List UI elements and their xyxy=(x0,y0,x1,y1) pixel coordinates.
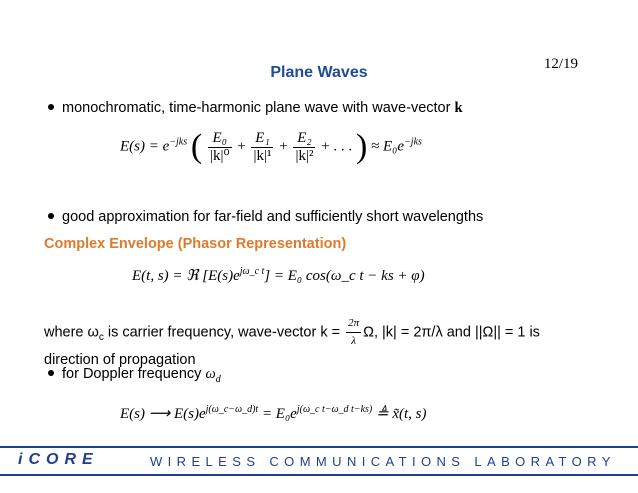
section-heading: Complex Envelope (Phasor Representation) xyxy=(44,236,347,252)
icore-logo: iCORE xyxy=(18,451,99,468)
equation-doppler: E(s) ⟶ $E(s)e^{j(\omega\_c-\omega\_d)t} = E_0e^{j(\omega\_c t-\omega\_d t-ks)}$ ≜ x̃(t, s) xyxy=(120,404,427,422)
bullet-far-field: good approximation for far-field and sufficiently short wavelengths xyxy=(48,209,483,225)
bullet-dot-icon xyxy=(48,104,54,110)
bullet-doppler: for Doppler frequency $\omega_d$ xyxy=(48,366,221,385)
equation-complex-envelope: E(t, s) = ℜ $[E(s)e^{j\omega\_c t}] = E_0$ cos(ω_c t − ks + φ) xyxy=(132,266,425,284)
slide-title: Plane Waves xyxy=(270,64,368,81)
bullet-plane-wave xyxy=(48,100,463,117)
footer-lab-name: WIRELESS COMMUNICATIONS LABORATORY xyxy=(150,454,616,469)
wave-vector-symbol: k xyxy=(454,100,463,116)
page-number: 12/19 xyxy=(543,56,578,72)
footer-bar xyxy=(0,446,638,476)
equation-expansion: $E(s) = e^{-jks}$ ( $\frac{\text{E₀}}{\text{|k|⁰}}$ + $\frac{\text{E₁}}{\text{|k|¹}}$ + $\frac{\text{E₂}}{\text{|k|²}}$ + . . . ) ≈ $E_0e^{-jks}$ xyxy=(120,128,422,165)
definition-paragraph: where $\omega_c$ is carrier frequency, wave-vector k = $\frac{2\pi}{\lambda}$ Ω, |k| = 2π/λ and ||Ω|| = 1 is direction of propagation xyxy=(44,317,540,368)
bullet-dot-icon xyxy=(48,370,54,376)
bullet-text: monochromatic, time-harmonic plane wave with wave-vector xyxy=(62,100,451,116)
fraction-term-0: $\frac{\text{E₀}}{\text{|k|⁰}}$ xyxy=(209,129,230,164)
bullet-dot-icon xyxy=(48,213,54,219)
doppler-symbol: $\omega_d$ xyxy=(205,366,221,385)
fraction-term-2: $\frac{\text{E₂}}{\text{|k|²}}$ xyxy=(295,129,314,164)
fraction-term-1: $\frac{\text{E₁}}{\text{|k|¹}}$ xyxy=(253,129,272,164)
fraction-2pi-lambda: $\frac{2\pi}{\lambda}$ xyxy=(348,317,360,347)
